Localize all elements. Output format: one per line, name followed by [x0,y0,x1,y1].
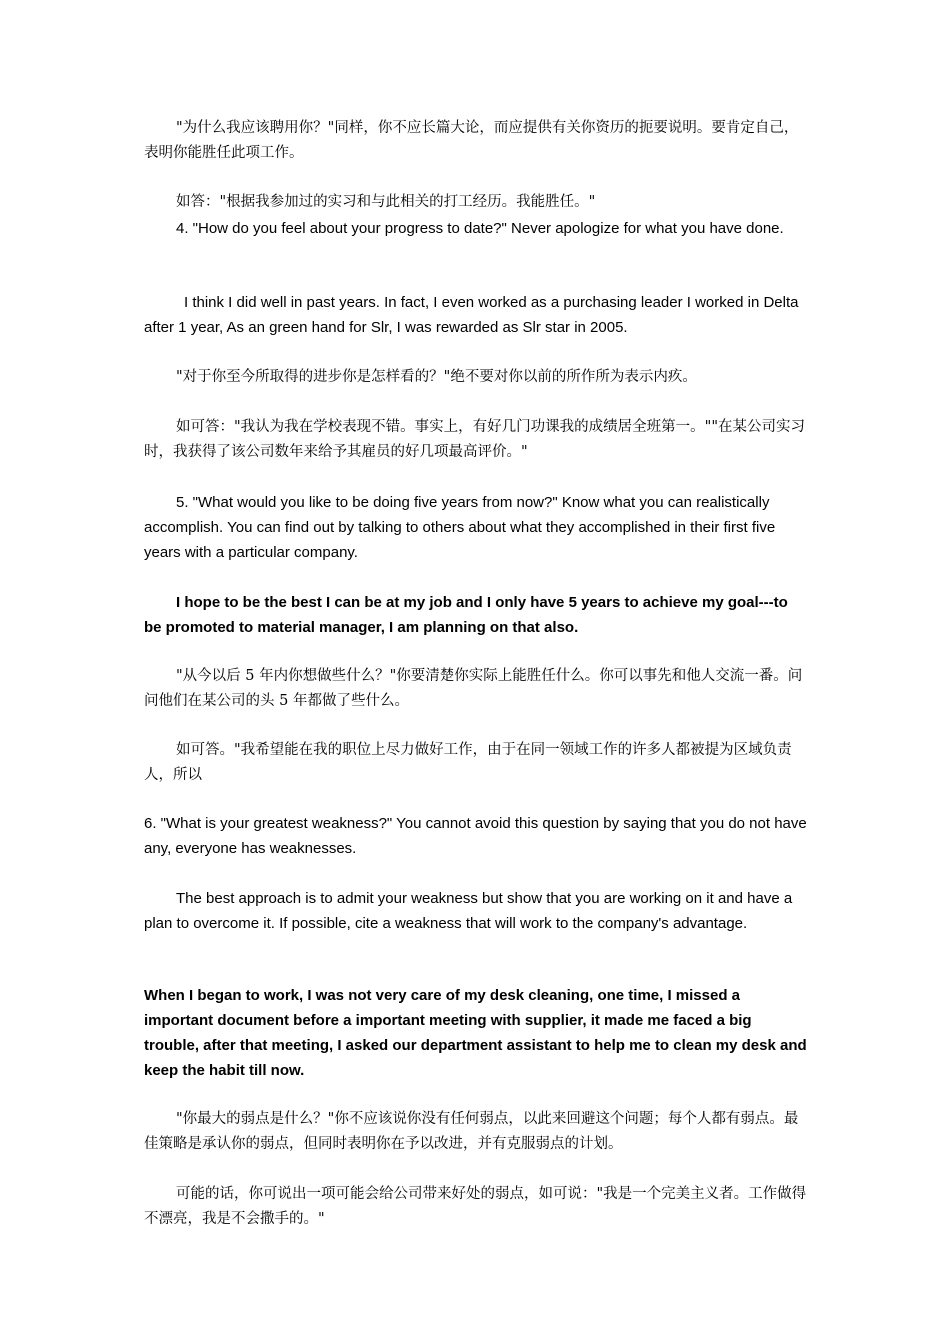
paragraph-answer-6-en: When I began to work, I was not very care of my desk cleaning, one time, I missed a important document before a important meeting with supplier, it made me faced a big trouble, after that meeting, I asked our department assistant to help me to clean my desk and keep the habit till now. [144,987,807,1079]
paragraph-question-6: 6. "What is your greatest weakness?" You cannot avoid this question by saying that you do not have any, everyone has weaknesses. [144,815,807,857]
paragraph-answer-progress-cn: 如可答："我认为我在学校表现不错。事实上，有好几门功课我的成绩居全班第一。""在某公司实习时，我获得了该公司数年来给予其雇员的好几项最高评价。" [144,419,806,460]
paragraph-progress-cn: "对于你至今所取得的进步你是怎样看的？"绝不要对你以前的所作所为表示内疚。 [176,369,697,385]
paragraph-answer-4-en: I think I did well in past years. In fact, I even worked as a purchasing leader I worked in Delta after 1 year, As an green hand for Slr, I was rewarded as Slr star in 2005. [144,294,799,336]
paragraph-weakness-example-cn: 可能的话，你可说出一项可能会给公司带来好处的弱点，如可说："我是一个完美主义者。工作做得不漂亮，我是不会撒手的。" [144,1186,807,1227]
paragraph-weakness-approach-en: The best approach is to admit your weakness but show that you are working on it and have a plan to overcome it. If possible, cite a weakness that will work to the company's advantage. [144,890,793,932]
paragraph-answer-5-en: I hope to be the best I can be at my job and I only have 5 years to achieve my goal---to be promoted to material manager, I am planning on that also. [144,594,788,636]
paragraph-answer-five-years-cn: 如可答。"我希望能在我的职位上尽力做好工作，由于在同一领域工作的许多人都被提为区域负责人，所以 [144,742,792,783]
paragraph-answer-cn-1: 如答："根据我参加过的实习和与此相关的打工经历。我能胜任。" [176,194,596,210]
paragraph-weakness-cn: "你最大的弱点是什么？"你不应该说你没有任何弱点，以此来回避这个问题；每个人都有弱点。最佳策略是承认你的弱点，但同时表明你在予以改进，并有克服弱点的计划。 [144,1111,799,1152]
paragraph-question-4: 4. "How do you feel about your progress to date?" Never apologize for what you have done. [176,220,784,237]
paragraph-five-years-cn: "从今以后 5 年内你想做些什么？"你要清楚你实际上能胜任什么。你可以事先和他人交流一番。问问他们在某公司的头 5 年都做了些什么。 [144,668,803,709]
paragraph-question-5: 5. "What would you like to be doing five years from now?" Know what you can realistically accomplish. You can find out by talking to others about what they accomplished in their first five years with a particular company. [144,494,776,561]
paragraph-why-hire-you-cn: "为什么我应该聘用你？"同样，你不应长篇大论，而应提供有关你资历的扼要说明。要肯定自己，表明你能胜任此项工作。 [144,120,799,161]
